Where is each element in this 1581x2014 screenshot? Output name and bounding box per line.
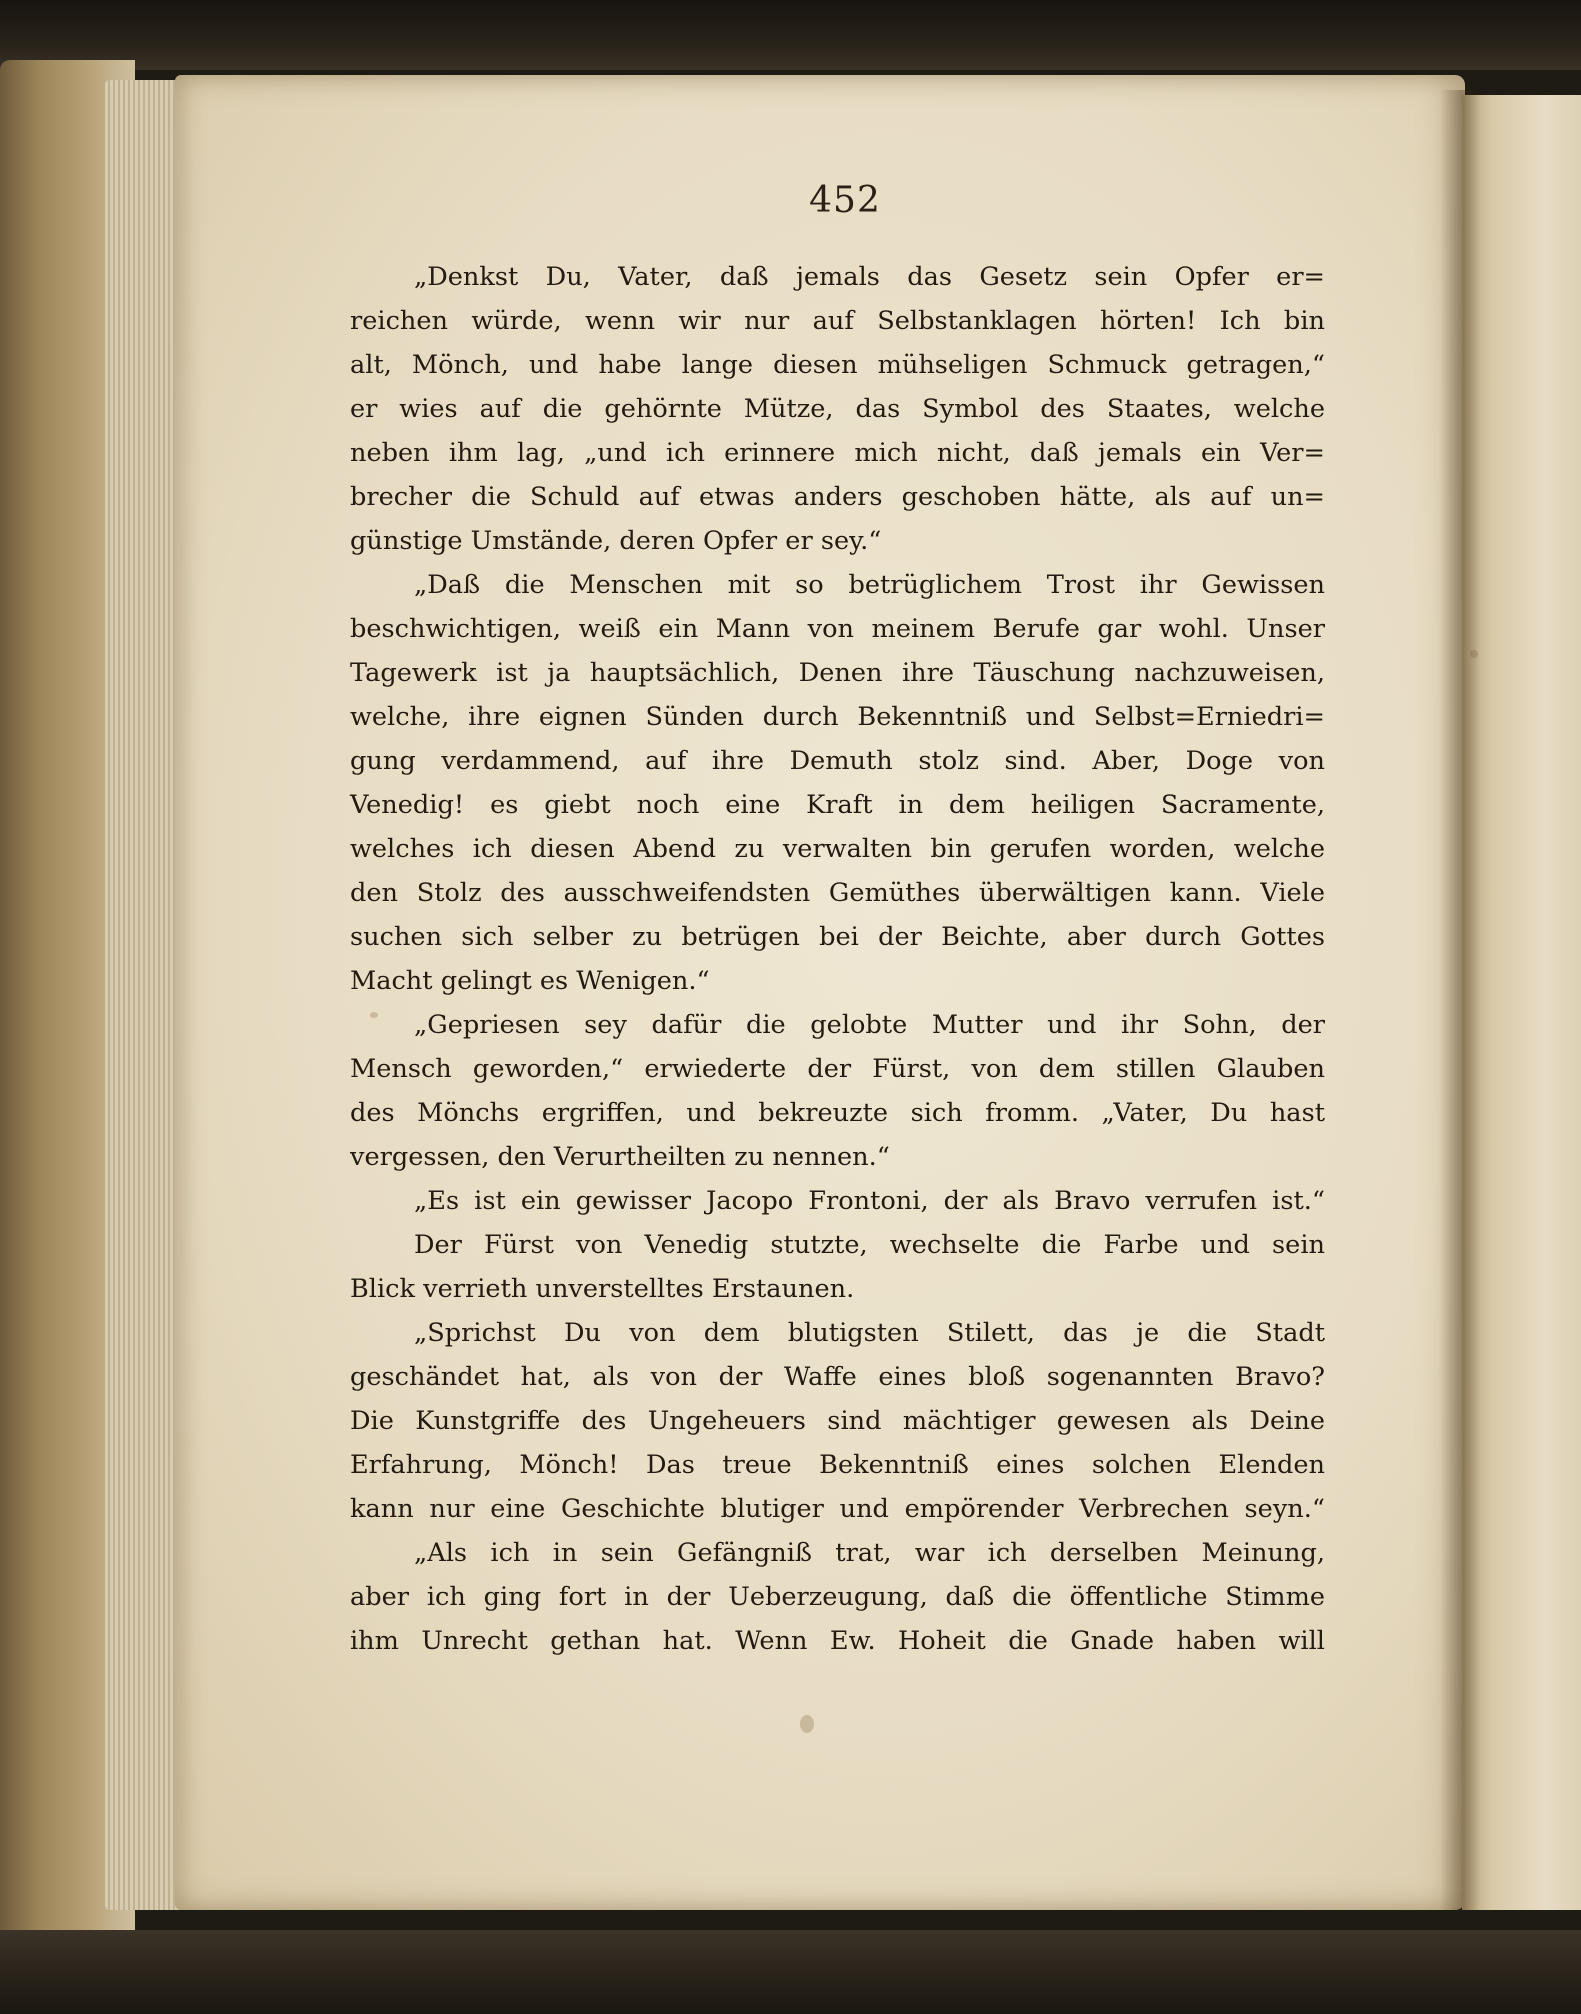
text-line: Blick verrieth unverstelltes Erstaunen.	[350, 1274, 855, 1304]
text-line: „Denkst Du, Vater, daß jemals das Gesetz sein Opfer er=	[414, 262, 1325, 292]
text-line: welche, ihre eignen Sünden durch Bekenntniß und Selbst=Erniedri=	[350, 702, 1325, 732]
text-line: neben ihm lag, „und ich erinnere mich nicht, daß jemals ein Ver=	[350, 438, 1325, 468]
text-line: „Es ist ein gewisser Jacopo Frontoni, der als Bravo verrufen ist.“	[414, 1186, 1325, 1216]
text-line: beschwichtigen, weiß ein Mann von meinem Berufe gar wohl. Unser	[350, 614, 1325, 644]
book-cover-top	[0, 0, 1581, 70]
text-line: Die Kunstgriffe des Ungeheuers sind mächtiger gewesen als Deine	[350, 1406, 1325, 1436]
text-line: reichen würde, wenn wir nur auf Selbstanklagen hörten! Ich bin	[350, 306, 1325, 336]
text-line: „Gepriesen sey dafür die gelobte Mutter und ihr Sohn, der	[414, 1010, 1325, 1040]
text-line: Mensch geworden,“ erwiederte der Fürst, von dem stillen Glauben	[350, 1054, 1325, 1084]
text-line: Erfahrung, Mönch! Das treue Bekenntniß eines solchen Elenden	[350, 1450, 1325, 1480]
text-line: Tagewerk ist ja hauptsächlich, Denen ihre Täuschung nachzuweisen,	[350, 658, 1325, 688]
text-line: vergessen, den Verurtheilten zu nennen.“	[350, 1142, 890, 1172]
text-line: Macht gelingt es Wenigen.“	[350, 966, 710, 996]
text-line: „Daß die Menschen mit so betrüglichem Trost ihr Gewissen	[414, 570, 1325, 600]
text-line: kann nur eine Geschichte blutiger und empörender Verbrechen seyn.“	[350, 1494, 1325, 1524]
text-line: „Als ich in sein Gefängniß trat, war ich derselben Meinung,	[414, 1538, 1325, 1568]
paper-stain	[800, 1715, 814, 1733]
text-line: alt, Mönch, und habe lange diesen mühseligen Schmuck getragen,“	[350, 350, 1325, 380]
text-line: er wies auf die gehörnte Mütze, das Symbol des Staates, welche	[350, 394, 1325, 424]
text-line: geschändet hat, als von der Waffe eines bloß sogenannten Bravo?	[350, 1362, 1325, 1392]
text-line: Der Fürst von Venedig stutzte, wechselte die Farbe und sein	[414, 1230, 1325, 1260]
text-line: brecher die Schuld auf etwas anders geschoben hätte, als auf un=	[350, 482, 1325, 512]
text-line: Venedig! es giebt noch eine Kraft in dem heiligen Sacramente,	[350, 790, 1325, 820]
text-line: ihm Unrecht gethan hat. Wenn Ew. Hoheit die Gnade haben will	[350, 1626, 1325, 1656]
text-line: gung verdammend, auf ihre Demuth stolz sind. Aber, Doge von	[350, 746, 1325, 776]
paper-stain	[1470, 650, 1478, 658]
gutter-shadow	[1440, 90, 1480, 1910]
text-line: suchen sich selber zu betrügen bei der Beichte, aber durch Gottes	[350, 922, 1325, 952]
text-line: „Sprichst Du von dem blutigsten Stilett, das je die Stadt	[414, 1318, 1325, 1348]
text-line: günstige Umstände, deren Opfer er sey.“	[350, 526, 882, 556]
text-line: den Stolz des ausschweifendsten Gemüthes überwältigen kann. Viele	[350, 878, 1325, 908]
book-cover-bottom	[0, 1930, 1581, 2014]
text-line: des Mönchs ergriffen, und bekreuzte sich fromm. „Vater, Du hast	[350, 1098, 1325, 1128]
text-line: welches ich diesen Abend zu verwalten bin gerufen worden, welche	[350, 834, 1325, 864]
text-line: aber ich ging fort in der Ueberzeugung, daß die öffentliche Stimme	[350, 1582, 1325, 1612]
page-number: 452	[809, 180, 881, 221]
page-text	[350, 255, 1325, 1663]
